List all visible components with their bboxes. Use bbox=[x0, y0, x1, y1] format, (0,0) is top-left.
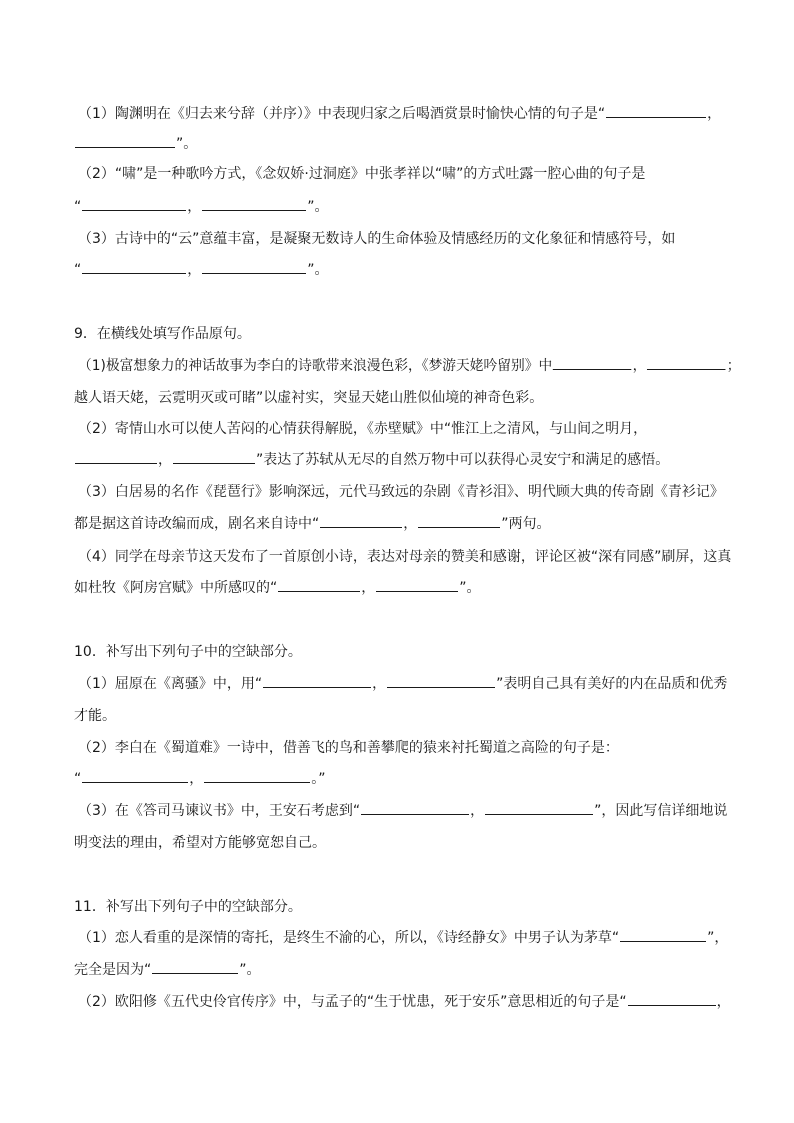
answer-blank[interactable] bbox=[75, 134, 175, 148]
q10-item3-line2: 明变法的理由，希望对方能够宽恕自己。 bbox=[74, 835, 326, 851]
answer-blank[interactable] bbox=[387, 674, 495, 688]
q8-item1-line2: ”。 bbox=[74, 134, 197, 154]
answer-blank[interactable] bbox=[75, 450, 157, 464]
q10-item1-line2: 才能。 bbox=[74, 708, 116, 724]
q10-item3-text: （3）在《答司马谏议书》中，王安石考虑到“ bbox=[78, 803, 361, 819]
q10-item3-line1: （3）在《答司马谏议书》中，王安石考虑到“ ， ”，因此写信详细地说 bbox=[78, 803, 728, 819]
answer-blank[interactable] bbox=[202, 197, 306, 211]
answer-blank[interactable] bbox=[620, 928, 706, 942]
q9-item1-line1: （1)极富想象力的神话故事为李白的诗歌带来浪漫色彩，《梦游天姥吟留别》中 ， ； bbox=[78, 358, 741, 374]
answer-blank[interactable] bbox=[418, 514, 500, 528]
answer-blank[interactable] bbox=[82, 769, 188, 783]
q8-item2-line2: “ ， ”。 bbox=[74, 199, 329, 215]
q11-item1-line2: 完全是因为“ ”。 bbox=[74, 962, 261, 978]
q9-item2-line1 bbox=[78, 419, 647, 439]
q8-item3-line1 bbox=[78, 229, 675, 249]
q9-item2-text: （2）寄情山水可以使人苦闷的心情获得解脱，《赤壁赋》中“惟江上之清风，与山间之明月， bbox=[78, 421, 648, 437]
q9-title: 9．在横线处填写作品原句。 bbox=[74, 326, 251, 342]
q8-item2-text: （2）“啸”是一种歌吟方式，《念奴娇·过洞庭》中张孝祥以“啸”的方式吐露一腔心曲的句子是 bbox=[78, 166, 646, 182]
q9-item3-line2: 都是据这首诗改编而成，剧名来自诗中“ ， ”两句。 bbox=[74, 516, 551, 532]
q9-item4-line1 bbox=[78, 547, 731, 567]
q11-title: 11．补写出下列句子中的空缺部分。 bbox=[74, 899, 302, 915]
q9-item3-text: （3）白居易的名作《琵琶行》影响深远，元代马致远的杂剧《青衫泪》、明代顾大典的传奇剧《青衫记》 bbox=[78, 484, 724, 500]
answer-blank[interactable] bbox=[202, 260, 306, 274]
q9-item3-line1 bbox=[78, 482, 724, 502]
q10-item1-text: （1）屈原在《离骚》中，用“ bbox=[78, 676, 263, 692]
answer-blank[interactable] bbox=[82, 260, 186, 274]
q10-item2-text: （2）李白在《蜀道难》一诗中，借善飞的鸟和善攀爬的猿来衬托蜀道之高险的句子是： bbox=[78, 740, 619, 756]
answer-blank[interactable] bbox=[606, 104, 706, 118]
answer-blank[interactable] bbox=[553, 356, 631, 370]
answer-blank[interactable] bbox=[82, 197, 186, 211]
answer-blank[interactable] bbox=[204, 769, 310, 783]
q9-item4-text: （4）同学在母亲节这天发布了一首原创小诗，表达对母亲的赞美和感谢，评论区被“深有同感”刷屏，这真 bbox=[78, 549, 732, 565]
q11-item2-line1: （2）欧阳修《五代史伶官传序》中，与孟子的“生于忧患，死于安乐”意思相近的句子是“ ， bbox=[78, 994, 731, 1010]
answer-blank[interactable] bbox=[628, 992, 716, 1006]
answer-blank[interactable] bbox=[376, 578, 458, 592]
answer-blank[interactable] bbox=[263, 674, 371, 688]
answer-blank[interactable] bbox=[278, 578, 360, 592]
q8-item3-line2: “ ， ”。 bbox=[74, 262, 329, 278]
q11-item2-text: （2）欧阳修《五代史伶官传序》中，与孟子的“生于忧患，死于安乐”意思相近的句子是“ bbox=[78, 994, 627, 1010]
q10-item1-line1: （1）屈原在《离骚》中，用“ ， ”表明自己具有美好的内在品质和优秀 bbox=[78, 676, 728, 692]
answer-blank[interactable] bbox=[647, 356, 725, 370]
q10-item2-line1 bbox=[78, 738, 619, 758]
answer-blank[interactable] bbox=[361, 801, 469, 815]
q9-item2-line2: ， ”表达了苏轼从无尽的自然万物中可以获得心灵安宁和满足的感悟。 bbox=[74, 450, 669, 470]
q8-item3-text: （3）古诗中的“云”意蕴丰富，是凝聚无数诗人的生命体验及情感经历的文化象征和情感符号，如 bbox=[78, 231, 676, 247]
answer-blank[interactable] bbox=[152, 960, 238, 974]
q9-item1-line2: 越人语天姥，云霓明灭或可睹”以虚衬实，突显天姥山胜似仙境的神奇色彩。 bbox=[74, 390, 544, 406]
q9-item4-line2: 如杜牧《阿房宫赋》中所感叹的“ ， ”。 bbox=[74, 580, 481, 596]
q8-item1-line1: （1）陶渊明在《归去来兮辞（并序）》中表现归家之后喝酒赏景时愉快心情的句子是“ ， bbox=[78, 106, 722, 122]
q11-item1-text: （1）恋人看重的是深情的寄托，是终生不渝的心，所以，《诗经静女》中男子认为茅草“ bbox=[78, 930, 620, 946]
answer-blank[interactable] bbox=[320, 514, 402, 528]
q8-item1-text: （1）陶渊明在《归去来兮辞（并序）》中表现归家之后喝酒赏景时愉快心情的句子是“ bbox=[78, 106, 606, 122]
q8-item2-line1 bbox=[78, 164, 645, 184]
q9-item1-text: （1)极富想象力的神话故事为李白的诗歌带来浪漫色彩，《梦游天姥吟留别》中 bbox=[78, 358, 553, 374]
q10-item2-line2: “ ， 。” bbox=[74, 771, 326, 787]
q10-title: 10．补写出下列句子中的空缺部分。 bbox=[74, 644, 302, 660]
q11-item1-line1: （1）恋人看重的是深情的寄托，是终生不渝的心，所以，《诗经静女》中男子认为茅草“ ”， bbox=[78, 930, 729, 946]
answer-blank[interactable] bbox=[485, 801, 593, 815]
answer-blank[interactable] bbox=[173, 450, 255, 464]
